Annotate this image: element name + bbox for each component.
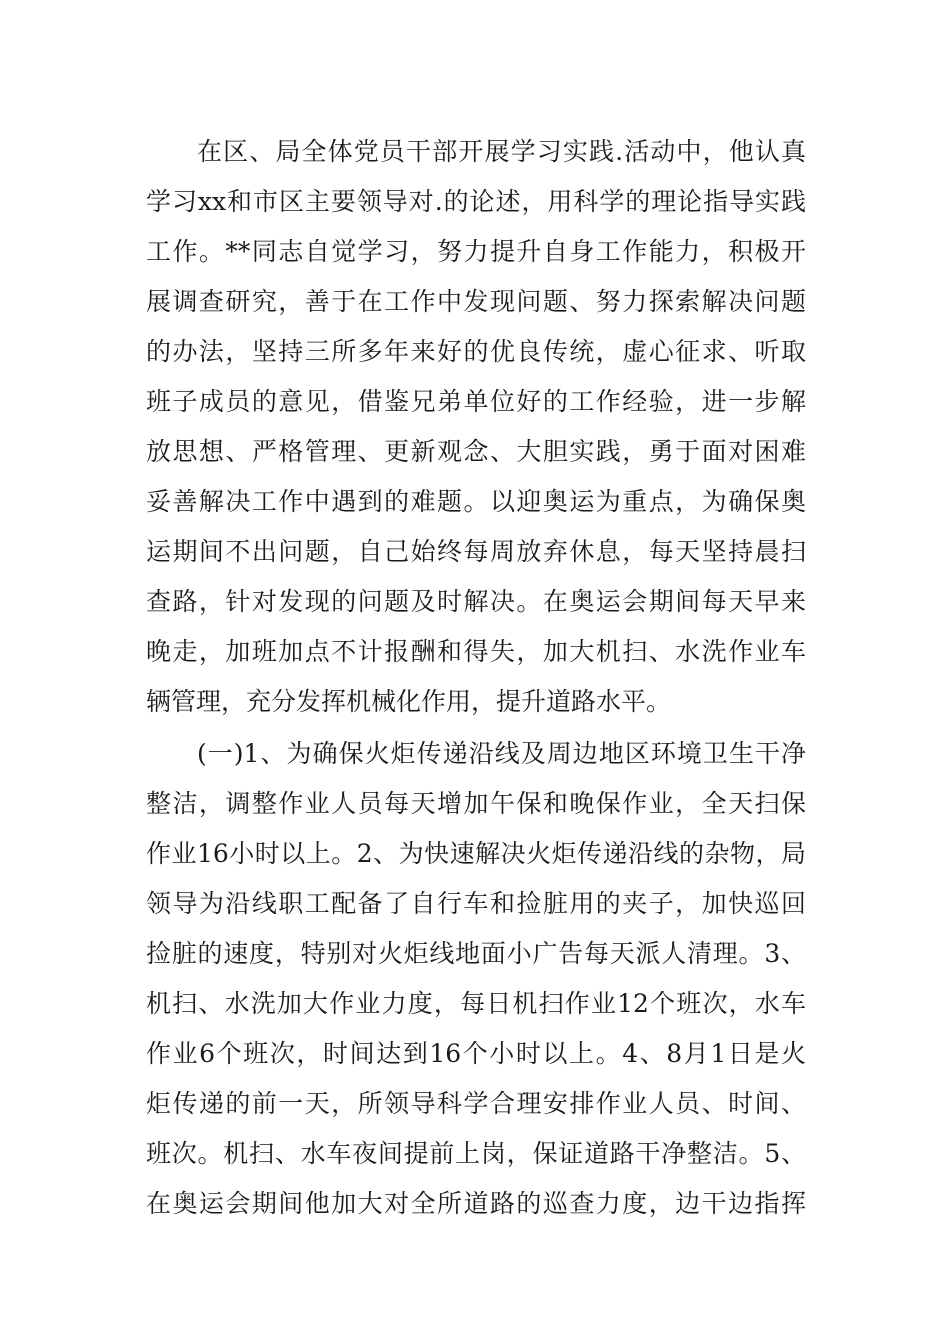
paragraph-1-line-8: 妥善解决工作中遇到的难题。以迎奥运为重点，为确保奥	[146, 487, 806, 516]
paragraph-2-line-1: (一)1、为确保火炬传递沿线及周边地区环境卫生干净	[197, 739, 806, 768]
paragraph-1-line-11: 晚走，加班加点不计报酬和得失，加大机扫、水洗作业车	[146, 637, 806, 666]
paragraph-2-line-10: 在奥运会期间他加大对全所道路的巡查力度，边干边指挥	[146, 1189, 806, 1218]
paragraph-1-line-9: 运期间不出问题，自己始终每周放弃休息，每天坚持晨扫	[146, 537, 806, 566]
paragraph-1-line-2: 学习xx和市区主要领导对.的论述，用科学的理论指导实践	[146, 187, 806, 216]
paragraph-1-line-6: 班子成员的意见，借鉴兄弟单位好的工作经验，进一步解	[146, 387, 806, 416]
paragraph-2-line-6: 机扫、水洗加大作业力度，每日机扫作业12个班次，水车	[146, 989, 806, 1018]
paragraph-2-line-7: 作业6个班次，时间达到16个小时以上。4、8月1日是火	[146, 1039, 806, 1068]
paragraph-1-line-4: 展调查研究，善于在工作中发现问题、努力探索解决问题	[146, 287, 806, 316]
paragraph-2-line-5: 捡脏的速度，特别对火炬线地面小广告每天派人清理。3、	[146, 939, 806, 968]
paragraph-1-line-7: 放思想、严格管理、更新观念、大胆实践，勇于面对困难	[146, 437, 806, 466]
paragraph-1-line-3: 工作。**同志自觉学习，努力提升自身工作能力，积极开	[146, 237, 806, 266]
paragraph-1-line-1: 在区、局全体党员干部开展学习实践.活动中，他认真	[197, 137, 806, 166]
paragraph-2-line-8: 炬传递的前一天，所领导科学合理安排作业人员、时间、	[146, 1089, 806, 1118]
paragraph-2-line-4: 领导为沿线职工配备了自行车和捡脏用的夹子，加快巡回	[146, 889, 806, 918]
paragraph-2-line-9: 班次。机扫、水车夜间提前上岗，保证道路干净整洁。5、	[146, 1139, 806, 1168]
paragraph-2-line-3: 作业16小时以上。2、为快速解决火炬传递沿线的杂物，局	[146, 839, 806, 868]
paragraph-1-line-12: 辆管理，充分发挥机械化作用，提升道路水平。	[146, 687, 672, 716]
paragraph-1-line-10: 查路，针对发现的问题及时解决。在奥运会期间每天早来	[146, 587, 806, 616]
paragraph-2-line-2: 整洁，调整作业人员每天增加午保和晚保作业，全天扫保	[146, 789, 806, 818]
paragraph-1-line-5: 的办法，坚持三所多年来好的优良传统，虚心征求、听取	[146, 337, 806, 366]
